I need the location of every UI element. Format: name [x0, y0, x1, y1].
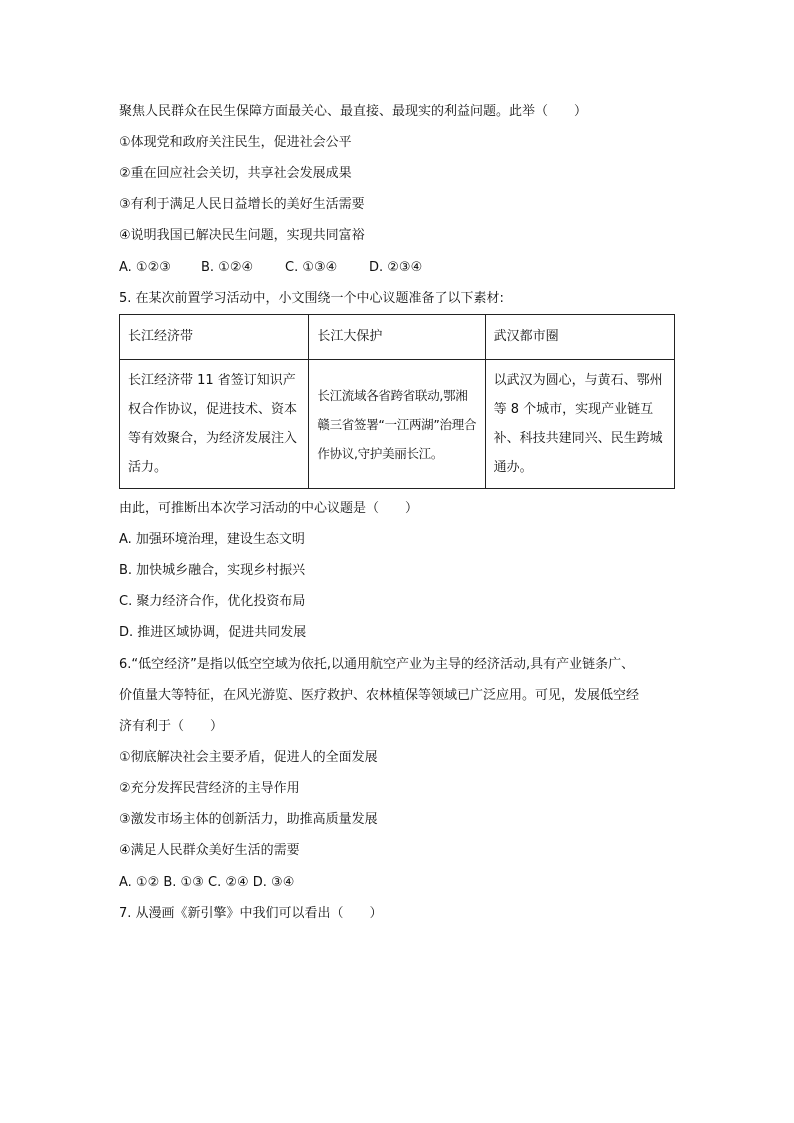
q6-item-4: ④满足人民群众美好生活的需要	[119, 843, 300, 858]
q4-option-d: D. ②③④	[369, 260, 423, 275]
table-cell: 以武汉为圆心，与黄石、鄂州等 8 个城市，实现产业链互补、科技共建同兴、民生跨城通办。	[485, 360, 674, 489]
q4-option-c: C. ①③④	[285, 260, 338, 275]
q4-item-2: ②重在回应社会关切，共享社会发展成果	[119, 166, 352, 181]
q4-item-1: ①体现党和政府关注民生，促进社会公平	[119, 135, 352, 150]
q6-options: A. ①② B. ①③ C. ②④ D. ③④	[119, 875, 295, 890]
q6-stem-line-1: 6.“低空经济”是指以低空空域为依托,以通用航空产业为主导的经济活动,具有产业链条广、	[119, 657, 635, 672]
q4-item-4: ④说明我国已解决民生问题，实现共同富裕	[119, 228, 365, 243]
q5-stem: 5. 在某次前置学习活动中，小文围绕一个中心议题准备了以下素材:	[119, 291, 504, 306]
table-cell: 长江经济带 11 省签订知识产权合作协议，促进技术、资本等有效聚合，为经济发展注入活力。	[120, 360, 309, 489]
q5-option-c: C. 聚力经济合作，优化投资布局	[119, 594, 306, 609]
table-cell: 长江流域各省跨省联动,鄂湘赣三省签署“一江两湖”治理合作协议,守护美丽长江。	[309, 360, 485, 489]
q6-stem-line-3: 济有利于（ ）	[119, 719, 224, 734]
q7-stem: 7. 从漫画《新引擎》中我们可以看出（ ）	[119, 906, 383, 921]
q5-option-a: A. 加强环境治理，建设生态文明	[119, 532, 305, 547]
q6-item-2: ②充分发挥民营经济的主导作用	[119, 781, 300, 796]
q6-stem-line-2: 价值量大等特征，在风光游览、医疗救护、农林植保等领域已广泛应用。可见，发展低空经	[119, 688, 640, 703]
table-header-cell: 长江大保护	[309, 315, 485, 360]
q5-option-d: D. 推进区域协调，促进共同发展	[119, 625, 307, 640]
q4-stem: 聚焦人民群众在民生保障方面最关心、最直接、最现实的利益问题。此举（ ）	[119, 104, 588, 119]
q5-option-b: B. 加快城乡融合，实现乡村振兴	[119, 563, 306, 578]
q4-item-3: ③有利于满足人民日益增长的美好生活需要	[119, 197, 365, 212]
table-row	[120, 360, 675, 489]
table-header-cell: 武汉都市圈	[485, 315, 674, 360]
q5-question: 由此，可推断出本次学习活动的中心议题是（ ）	[119, 501, 419, 516]
q4-option-b: B. ①②④	[201, 260, 254, 275]
table-header-row	[120, 315, 675, 360]
q4-options	[119, 258, 422, 278]
q4-option-a: A. ①②③	[119, 260, 171, 275]
q5-material-table	[119, 314, 675, 489]
q6-item-3: ③激发市场主体的创新活力，助推高质量发展	[119, 812, 378, 827]
q6-item-1: ①彻底解决社会主要矛盾，促进人的全面发展	[119, 750, 378, 765]
table-header-cell: 长江经济带	[120, 315, 309, 360]
